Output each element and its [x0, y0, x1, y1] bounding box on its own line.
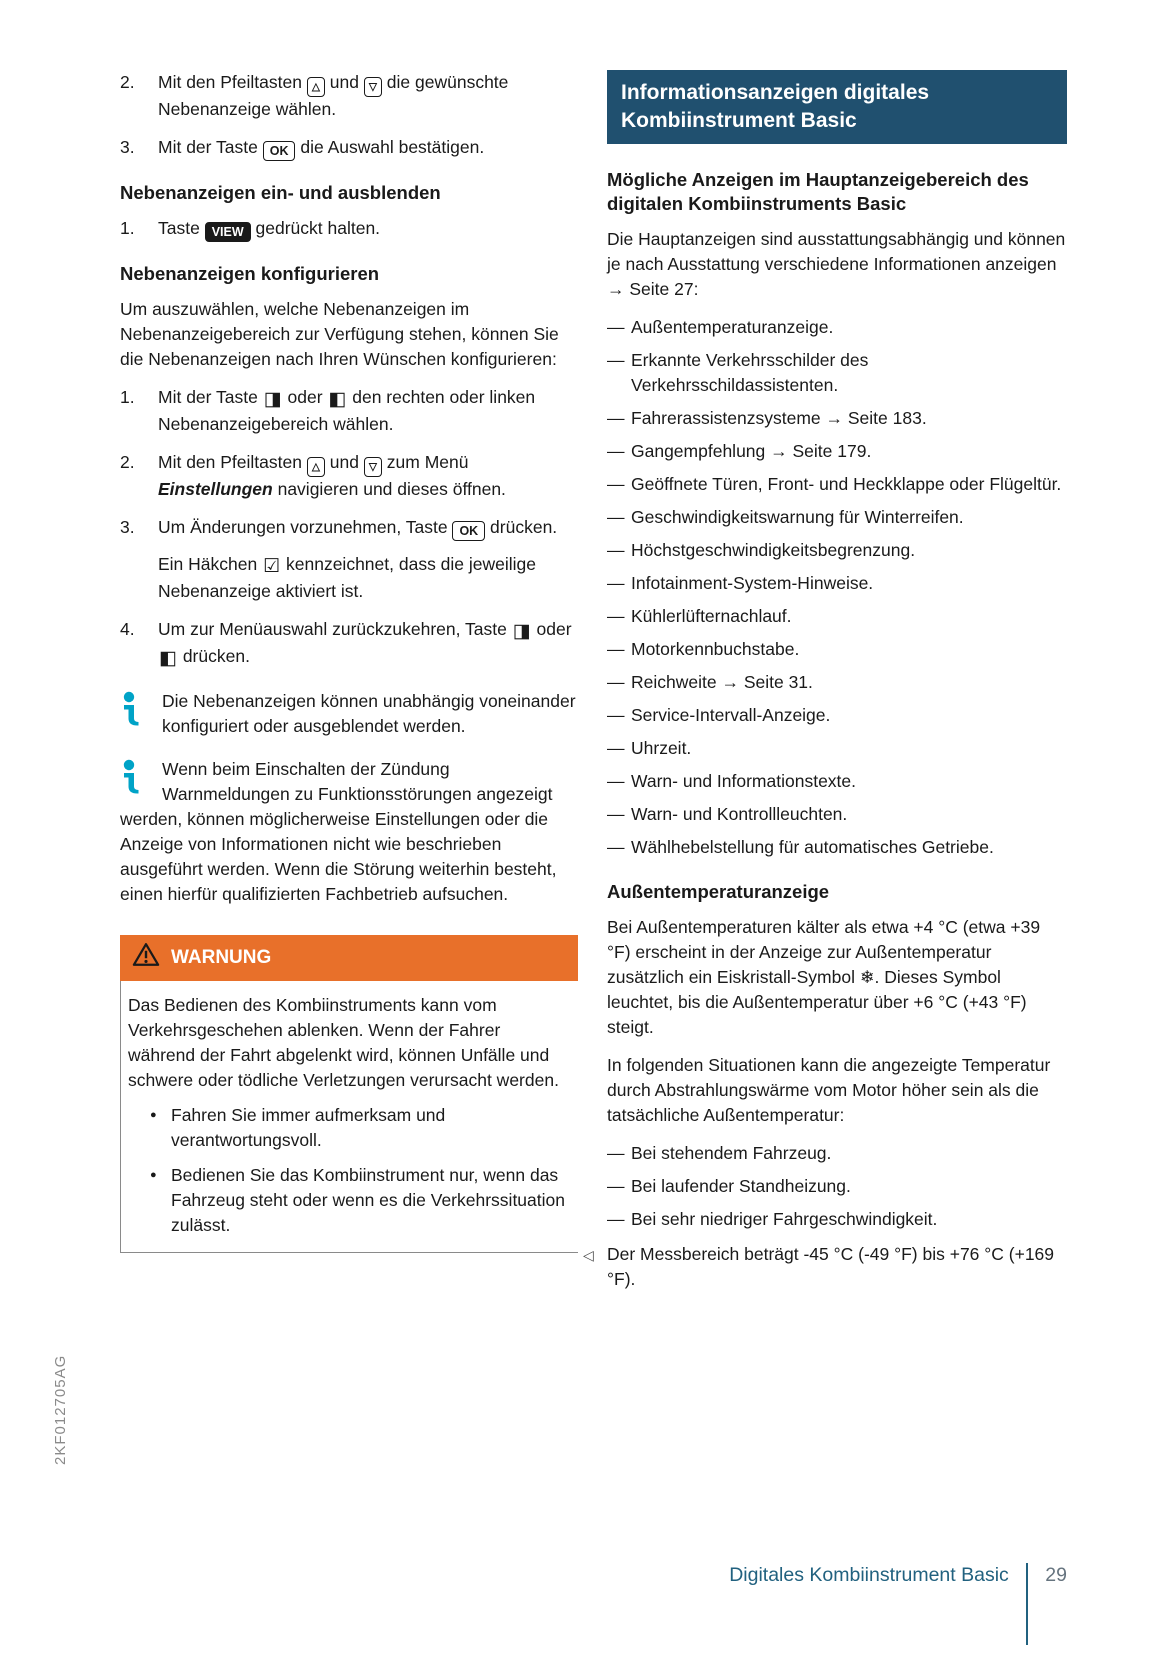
temperature-situation-list: [607, 1141, 1067, 1232]
list-item-text: Wählhebelstellung für automatisches Getriebe.: [631, 837, 994, 857]
text-segment: Mit den Pfeiltasten: [158, 452, 307, 472]
list-item-text: Infotainment-System-Hinweise.: [631, 573, 874, 593]
list-item-text: Warn- und Informationstexte.: [631, 771, 857, 791]
text-segment: gedrückt halten.: [250, 218, 381, 238]
list-item: [607, 406, 1067, 431]
text-segment: navigieren und dieses öffnen.: [272, 479, 506, 499]
list-item: [607, 315, 1067, 340]
list-item-text: Bei sehr niedriger Fahrgeschwindigkeit.: [631, 1209, 938, 1229]
list-item: [607, 637, 1067, 662]
warning-body: [120, 981, 578, 1253]
list-item-number: 2.: [120, 452, 135, 472]
text-segment: Taste: [158, 218, 205, 238]
list-item: [128, 1163, 570, 1238]
info-note-icon: [120, 759, 147, 795]
list-item: [607, 1141, 1067, 1166]
list-item-text: [158, 70, 578, 122]
note-text: Die Nebenanzeigen können unabhängig voneinander konfiguriert oder ausgeblendet werden.: [162, 691, 576, 736]
dash-marker: —: [607, 507, 625, 527]
list-item-number: 3.: [120, 517, 135, 537]
list-item: [120, 617, 578, 671]
list-item: [607, 736, 1067, 761]
list-item: [607, 835, 1067, 860]
paragraph: Um auszuwählen, welche Nebenanzeigen im Nebenanzeigebereich zur Verfügung stehen, können Sie die Nebenanzeigen nach Ihren Wünschen konfigurieren:: [120, 299, 559, 369]
main-display-list: [607, 315, 1067, 860]
section-end-marker-icon: ◁: [583, 1247, 594, 1263]
left-display-area-key-icon: ◧: [328, 389, 347, 410]
list-item: [607, 538, 1067, 563]
paragraph: Bei Außentemperaturen kälter als etwa +4 °C (etwa +39 °F) erscheint in der Anzeige zur Außentemperatur zusätzlich ein Eiskristall-Symbol ❄. Dieses Symbol leuchtet, bis die Außentemperatur über +6 °C (+43 °F) steigt.: [607, 917, 1041, 1037]
down-arrow-key-icon: ▽: [364, 457, 382, 477]
list-item: [607, 439, 1067, 464]
list-item-number: 2.: [120, 72, 135, 92]
list-item: [120, 70, 578, 122]
list-item: [120, 515, 578, 604]
up-arrow-key-icon: △: [307, 457, 325, 477]
list-item-text: Höchstgeschwindigkeitsbegrenzung.: [631, 540, 916, 560]
text-segment: und: [324, 452, 364, 472]
text-segment: Um Änderungen vorzunehmen, Taste: [158, 517, 453, 537]
text-segment: Mit den Pfeiltasten: [158, 72, 307, 92]
list-item-text: [158, 450, 578, 502]
section-heading: Außentemperaturanzeige: [607, 881, 830, 902]
list-item-number: 1.: [120, 387, 135, 407]
ok-key-icon: OK: [452, 521, 485, 541]
footer-divider: [1026, 1563, 1029, 1645]
list-item-text: Warn- und Kontrollleuchten.: [631, 804, 848, 824]
dash-marker: —: [607, 441, 625, 461]
dash-marker: —: [607, 705, 625, 725]
left-display-area-key-icon: ◧: [159, 648, 177, 669]
warning-bullet-list: [128, 1103, 570, 1238]
text-segment: kennzeichnet, dass die jeweilige Nebenanzeige aktiviert ist.: [158, 554, 537, 601]
list-item: [607, 604, 1067, 629]
dash-marker: —: [607, 573, 625, 593]
info-note: [120, 689, 578, 739]
text-segment: die Auswahl bestätigen.: [295, 137, 485, 157]
list-item-text: Außentemperaturanzeige.: [631, 317, 834, 337]
dash-marker: —: [607, 804, 625, 824]
list-item-number: 4.: [120, 619, 135, 639]
text-segment: und: [324, 72, 364, 92]
right-column: [583, 70, 1067, 1305]
dash-marker: —: [607, 837, 625, 857]
list-item-text: [158, 216, 578, 242]
list-item-text: Uhrzeit.: [631, 738, 692, 758]
list-item: [607, 1174, 1067, 1199]
text-segment: Ein Häkchen: [158, 554, 263, 574]
list-item-text: Service-Intervall-Anzeige.: [631, 705, 831, 725]
page-number: 29: [1045, 1564, 1067, 1586]
dash-marker: —: [607, 1143, 625, 1163]
list-item: [607, 571, 1067, 596]
list-item-text: Motorkennbuchstabe.: [631, 639, 800, 659]
dash-marker: —: [607, 1209, 625, 1229]
list-item: [607, 769, 1067, 794]
list-item: [607, 472, 1067, 497]
list-item: [607, 703, 1067, 728]
up-arrow-key-icon: △: [307, 77, 325, 97]
footer-section-title: Digitales Kombiinstrument Basic: [729, 1564, 1009, 1586]
list-item-number: 3.: [120, 137, 135, 157]
text-segment: drücken.: [485, 517, 558, 537]
text-segment: drücken.: [177, 646, 250, 666]
list-item: [120, 135, 578, 161]
list-item-text: Fahrerassistenzsysteme → Seite 183.: [631, 408, 927, 428]
warning-title: WARNUNG: [171, 947, 272, 968]
list-item-text: [158, 515, 578, 604]
document-code: 2KF012705AG: [52, 1354, 69, 1465]
paragraph: In folgenden Situationen kann die angezeigte Temperatur durch Abstrahlungswärme vom Motor höher sein als die tatsächliche Außentemperatur:: [607, 1055, 1051, 1125]
warning-triangle-icon: [132, 942, 160, 974]
list-item-text: [158, 135, 578, 161]
list-item: [607, 348, 1067, 398]
page-footer: [729, 1562, 1067, 1645]
text-segment: die gewünschte Nebenanzeige wählen.: [158, 72, 509, 119]
list-item-text: Gangempfehlung → Seite 179.: [631, 441, 872, 461]
list-item-text: Reichweite → Seite 31.: [631, 672, 813, 692]
right-display-area-key-icon: ◨: [512, 621, 531, 642]
checked-checkbox-icon: ☑: [263, 556, 281, 577]
chapter-banner: Informationsanzeigen digitales Kombiinstrument Basic: [607, 70, 1067, 144]
info-note: [120, 757, 578, 907]
right-display-area-key-icon: ◨: [263, 389, 282, 410]
list-item: [607, 670, 1067, 695]
list-item-text: Fahren Sie immer aufmerksam und verantwortungsvoll.: [171, 1105, 446, 1150]
paragraph: [583, 1242, 1067, 1292]
paragraph: Die Hauptanzeigen sind ausstattungsabhängig und können je nach Ausstattung verschiedene Informationen anzeigen → Seite 27:: [607, 229, 1066, 299]
warning-text: Das Bedienen des Kombiinstruments kann vom Verkehrsgeschehen ablenken. Wenn der Fahrer während der Fahrt abgelenkt wird, können Unfälle und schwere oder tödliche Verletzungen verursacht werden.: [128, 995, 559, 1090]
text-segment: Mit der Taste: [158, 137, 263, 157]
list-item-text: Erkannte Verkehrsschilder des Verkehrsschildassistenten.: [631, 350, 869, 395]
warning-box: [120, 935, 578, 1253]
text-segment: den rechten oder linken Nebenanzeigebereich wählen.: [158, 387, 536, 434]
list-item-text: Bedienen Sie das Kombiinstrument nur, wenn das Fahrzeug steht oder wenn es die Verkehrssituation zulässt.: [171, 1165, 565, 1235]
down-arrow-key-icon: ▽: [364, 77, 382, 97]
list-item: [607, 505, 1067, 530]
dash-marker: —: [607, 606, 625, 626]
text-segment: zum Menü: [381, 452, 469, 472]
dash-marker: —: [607, 639, 625, 659]
list-item: [607, 802, 1067, 827]
list-item-text: Bei laufender Standheizung.: [631, 1176, 851, 1196]
dash-marker: —: [607, 317, 625, 337]
ok-key-icon: OK: [263, 141, 296, 161]
dash-marker: —: [607, 408, 625, 428]
text-segment: Mit der Taste: [158, 387, 263, 407]
text-segment: oder: [531, 619, 572, 639]
dash-marker: —: [607, 1176, 625, 1196]
list-item-text: Bei stehendem Fahrzeug.: [631, 1143, 832, 1163]
bullet-marker: ●: [150, 1109, 157, 1121]
list-item: [120, 216, 578, 242]
list-item: [120, 450, 578, 502]
list-item: [128, 1103, 570, 1153]
warning-header: [120, 935, 578, 981]
section-heading: Nebenanzeigen ein- und ausblenden: [120, 182, 441, 203]
sub-paragraph: [158, 552, 578, 604]
list-item-text: Geöffnete Türen, Front- und Heckklappe oder Flügeltür.: [631, 474, 1062, 494]
text-segment: Der Messbereich beträgt -45 °C (-49 °F) bis +76 °C (+169 °F).: [607, 1244, 1055, 1289]
section-heading: Nebenanzeigen konfigurieren: [120, 263, 380, 284]
list-item-text: Geschwindigkeitswarnung für Winterreifen.: [631, 507, 964, 527]
menu-name-emphasis: Einstellungen: [158, 479, 273, 499]
info-note-icon: [120, 691, 147, 727]
text-segment: Um zur Menüauswahl zurückzukehren, Taste: [158, 619, 512, 639]
list-item-number: 1.: [120, 218, 135, 238]
view-key-icon: VIEW: [205, 222, 251, 242]
bullet-marker: ●: [150, 1169, 157, 1181]
section-heading: Mögliche Anzeigen im Hauptanzeigebereich des digitalen Kombiinstruments Basic: [607, 169, 1029, 214]
list-item: [607, 1207, 1067, 1232]
dash-marker: —: [607, 738, 625, 758]
list-item: [120, 385, 578, 437]
list-item-text: [158, 617, 578, 671]
dash-marker: —: [607, 771, 625, 791]
list-item-text: Kühlerlüfternachlauf.: [631, 606, 792, 626]
dash-marker: —: [607, 474, 625, 494]
dash-marker: —: [607, 540, 625, 560]
text-segment: oder: [282, 387, 328, 407]
list-item-text: [158, 385, 578, 437]
left-column: [120, 70, 578, 1253]
dash-marker: —: [607, 672, 625, 692]
note-text: Wenn beim Einschalten der Zündung Warnmeldungen zu Funktionsstörungen angezeigt werden, können möglicherweise Einstellungen oder die Anzeige von Informationen nicht wie beschrieben ausgeführt werden. Wenn die Störung weiterhin besteht, einen hierfür qualifizierten Fachbetrieb aufsuchen.: [120, 759, 557, 904]
dash-marker: —: [607, 350, 625, 370]
